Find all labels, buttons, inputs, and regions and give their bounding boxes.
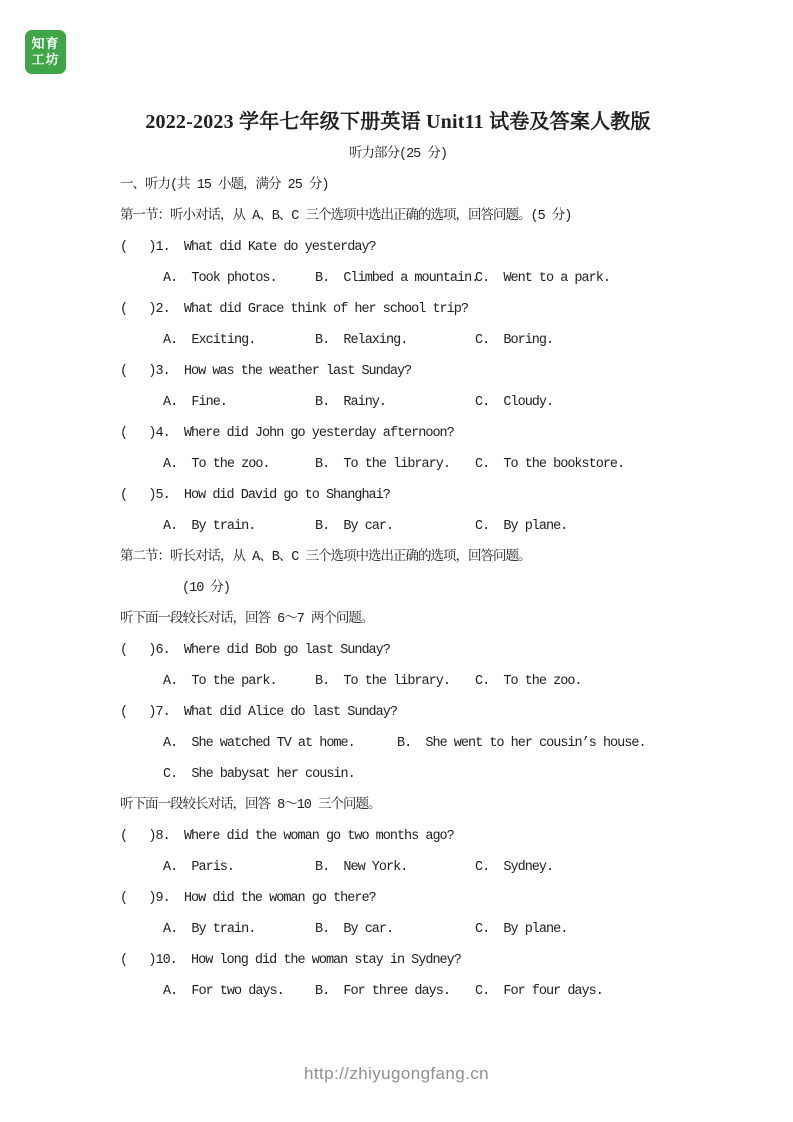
question-2-option-B: B. Relaxing. bbox=[315, 333, 408, 348]
question-8-option-C: C. Sydney. bbox=[475, 860, 554, 875]
question-5-option-B: B. By car. bbox=[315, 519, 394, 534]
question-5-option-A: A. By train. bbox=[163, 519, 256, 534]
question-5: ( )5. How did David go to Shanghai? bbox=[120, 488, 390, 503]
question-8-option-A: A. Paris. bbox=[163, 860, 235, 875]
question-6-option-A: A. To the park. bbox=[163, 674, 277, 689]
question-7-option-B: B. She went to her cousin’s house. bbox=[397, 736, 646, 751]
question-4-option-B: B. To the library. bbox=[315, 457, 450, 472]
question-1-option-C: C. Went to a park. bbox=[475, 271, 610, 286]
question-4-options bbox=[120, 449, 676, 480]
page-title: 2022-2023 学年七年级下册英语 Unit11 试卷及答案人教版 bbox=[145, 111, 651, 133]
question-10-option-C: C. For four days. bbox=[475, 984, 603, 999]
section-heading-listening: 听力部分(25 分) bbox=[348, 147, 447, 162]
question-1-option-B: B. Climbed a mountain. bbox=[315, 271, 479, 286]
question-10: ( )10. How long did the woman stay in Sydney? bbox=[120, 953, 461, 968]
question-group-1-5 bbox=[120, 232, 676, 542]
footer bbox=[0, 1064, 793, 1084]
question-7-option-A: A. She watched TV at home. bbox=[163, 736, 355, 751]
question-9-options bbox=[120, 914, 676, 945]
question-7: ( )7. What did Alice do last Sunday? bbox=[120, 705, 397, 720]
question-9: ( )9. How did the woman go there? bbox=[120, 891, 376, 906]
question-1-option-A: A. Took photos. bbox=[163, 271, 277, 286]
question-5-option-C: C. By plane. bbox=[475, 519, 568, 534]
question-2-option-C: C. Boring. bbox=[475, 333, 554, 348]
document-body bbox=[120, 105, 676, 1007]
question-10-option-B: B. For three days. bbox=[315, 984, 450, 999]
question-1-options bbox=[120, 263, 676, 294]
question-group-8-10 bbox=[120, 821, 676, 1007]
question-9-option-C: C. By plane. bbox=[475, 922, 568, 937]
part2-instruction: 第二节：听长对话，从 A、B、C 三个选项中选出正确的选项，回答问题。 bbox=[120, 550, 531, 565]
question-10-options bbox=[120, 976, 676, 1007]
footer-site-link[interactable]: http://zhiyugongfang.cn bbox=[304, 1064, 489, 1083]
question-4-option-A: A. To the zoo. bbox=[163, 457, 270, 472]
question-3-option-C: C. Cloudy. bbox=[475, 395, 554, 410]
question-7-options bbox=[120, 759, 676, 790]
question-2-options bbox=[120, 325, 676, 356]
question-4: ( )4. Where did John go yesterday afternoon? bbox=[120, 426, 454, 441]
question-group-6-7 bbox=[120, 635, 676, 790]
part2-points: (10 分) bbox=[182, 581, 231, 596]
question-9-option-A: A. By train. bbox=[163, 922, 256, 937]
part1-instruction: 第一节：听小对话，从 A、B、C 三个选项中选出正确的选项，回答问题。(5 分) bbox=[120, 209, 572, 224]
question-7-option-C: C. She babysat her cousin. bbox=[163, 767, 355, 782]
dialog2-note: 听下面一段较长对话，回答 8～10 三个问题。 bbox=[120, 798, 381, 813]
question-9-option-B: B. By car. bbox=[315, 922, 394, 937]
question-10-option-A: A. For two days. bbox=[163, 984, 284, 999]
question-8: ( )8. Where did the woman go two months ago? bbox=[120, 829, 454, 844]
site-logo-text-bottom: 工坊 bbox=[31, 52, 60, 67]
question-1: ( )1. What did Kate do yesterday? bbox=[120, 240, 376, 255]
question-8-options bbox=[120, 852, 676, 883]
question-3-option-B: B. Rainy. bbox=[315, 395, 387, 410]
question-4-option-C: C. To the bookstore. bbox=[475, 457, 625, 472]
question-6-option-C: C. To the zoo. bbox=[475, 674, 582, 689]
question-2-option-A: A. Exciting. bbox=[163, 333, 256, 348]
site-logo-text-top: 知育 bbox=[31, 36, 60, 51]
question-5-options bbox=[120, 511, 676, 542]
question-3: ( )3. How was the weather last Sunday? bbox=[120, 364, 412, 379]
question-6: ( )6. Where did Bob go last Sunday? bbox=[120, 643, 390, 658]
question-8-option-B: B. New York. bbox=[315, 860, 408, 875]
site-logo bbox=[25, 30, 66, 74]
question-6-options bbox=[120, 666, 676, 697]
dialog1-note: 听下面一段较长对话，回答 6～7 两个问题。 bbox=[120, 612, 374, 627]
question-3-option-A: A. Fine. bbox=[163, 395, 227, 410]
question-6-option-B: B. To the library. bbox=[315, 674, 450, 689]
question-3-options bbox=[120, 387, 676, 418]
question-2: ( )2. What did Grace think of her school trip? bbox=[120, 302, 468, 317]
part1-heading: 一、听力(共 15 小题，满分 25 分) bbox=[120, 178, 329, 193]
question-7-options bbox=[120, 728, 676, 759]
